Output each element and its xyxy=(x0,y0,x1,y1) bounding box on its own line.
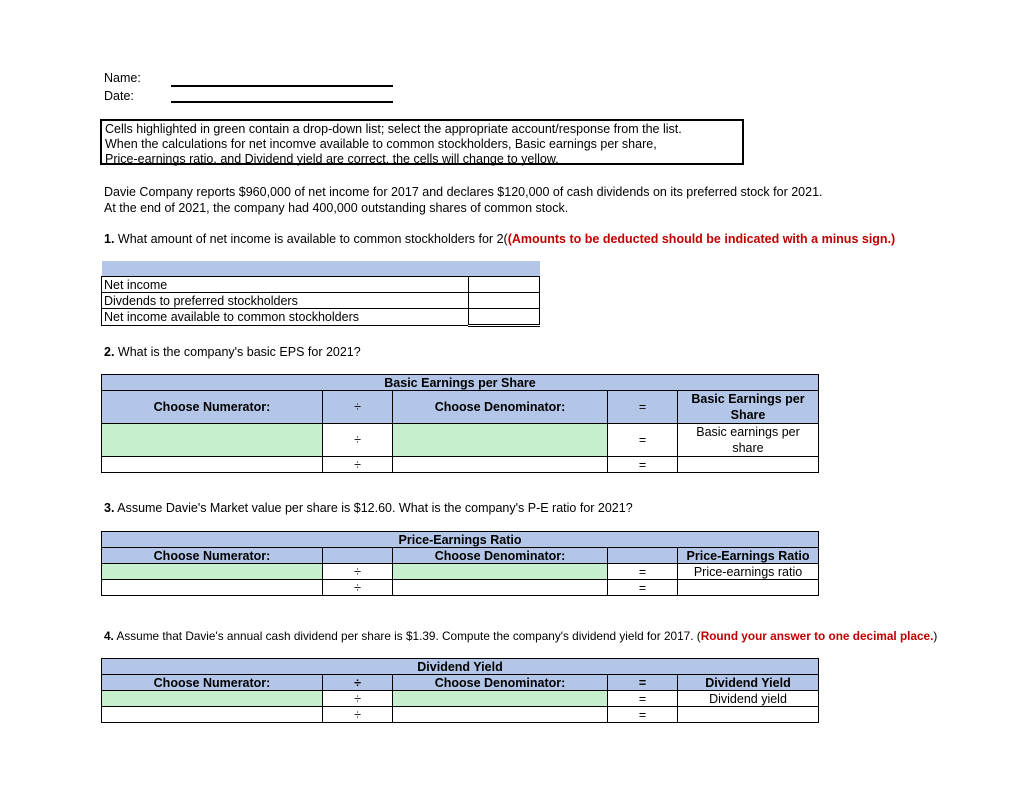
eps-table xyxy=(101,374,819,473)
table-row xyxy=(102,293,540,309)
instructions-box xyxy=(100,119,744,165)
q1-table xyxy=(101,261,540,327)
q1-header-row xyxy=(102,261,540,277)
dy-denominator-input[interactable] xyxy=(393,707,608,723)
divide-icon: ÷ xyxy=(323,391,393,424)
pe-denominator-input[interactable] xyxy=(393,580,608,596)
pe-title: Price-Earnings Ratio xyxy=(102,532,819,548)
equals-icon: = xyxy=(608,564,678,580)
dy-result-input[interactable] xyxy=(678,707,819,723)
q1-row-label: Net income xyxy=(102,277,469,293)
instructions-line-3: Price-earnings ratio, and Dividend yield are correct, the cells will change to yellow. xyxy=(105,152,559,166)
eps-result-input[interactable] xyxy=(678,457,819,473)
dy-numerator-dropdown[interactable] xyxy=(102,691,323,707)
eps-denominator-header: Choose Denominator: xyxy=(393,391,608,424)
dy-denominator-header: Choose Denominator: xyxy=(393,675,608,691)
table-row xyxy=(102,277,540,293)
pe-divide-header xyxy=(323,548,393,564)
dy-table xyxy=(101,658,819,723)
pe-table xyxy=(101,531,819,596)
dy-numerator-input[interactable] xyxy=(102,707,323,723)
instructions-line-1: Cells highlighted in green contain a drop-down list; select the appropriate account/response from the list. xyxy=(105,122,682,136)
q4-note: Round your answer to one decimal place. xyxy=(700,629,934,643)
equals-icon: = xyxy=(608,391,678,424)
q1-row-input[interactable] xyxy=(469,309,540,326)
q2-number: 2. xyxy=(104,345,115,359)
equals-icon: = xyxy=(608,424,678,457)
equals-icon: = xyxy=(608,580,678,596)
dy-numerator-header: Choose Numerator: xyxy=(102,675,323,691)
q1-row-input[interactable] xyxy=(469,277,540,293)
q3-number: 3. xyxy=(104,501,115,515)
pe-equals-header xyxy=(608,548,678,564)
q1-number: 1. xyxy=(104,232,115,246)
q1-header-band xyxy=(102,261,540,277)
pe-numerator-header: Choose Numerator: xyxy=(102,548,323,564)
q1-question xyxy=(104,232,895,246)
pe-numerator-input[interactable] xyxy=(102,580,323,596)
q4-text: Assume that Davie's annual cash dividend per share is $1.39. Compute the company's dividend yield for 2017. ( xyxy=(116,629,701,643)
instructions-line-2: When the calculations for net incomve available to common stockholders, Basic earnings per share, xyxy=(105,137,657,151)
divide-icon: ÷ xyxy=(323,424,393,457)
q1-row-label: Net income available to common stockholders xyxy=(102,309,469,326)
equals-icon: = xyxy=(608,707,678,723)
dy-result-header: Dividend Yield xyxy=(678,675,819,691)
divide-icon: ÷ xyxy=(323,691,393,707)
date-label: Date: xyxy=(104,89,134,103)
eps-numerator-header: Choose Numerator: xyxy=(102,391,323,424)
eps-denominator-dropdown[interactable] xyxy=(393,424,608,457)
pe-result-header: Price-Earnings Ratio xyxy=(678,548,819,564)
eps-title: Basic Earnings per Share xyxy=(102,375,819,391)
problem-line-2: At the end of 2021, the company had 400,000 outstanding shares of common stock. xyxy=(104,201,569,215)
problem-line-1: Davie Company reports $960,000 of net income for 2017 and declares $120,000 of cash dividends on its preferred stock for 2021. xyxy=(104,185,823,199)
q1-row-input[interactable] xyxy=(469,293,540,309)
pe-denominator-header: Choose Denominator: xyxy=(393,548,608,564)
name-input-line[interactable] xyxy=(171,85,393,87)
pe-result-label: Price-earnings ratio xyxy=(678,564,819,580)
date-input-line[interactable] xyxy=(171,101,393,103)
name-label: Name: xyxy=(104,71,141,85)
pe-result-input[interactable] xyxy=(678,580,819,596)
eps-numerator-dropdown[interactable] xyxy=(102,424,323,457)
q4-close: ) xyxy=(933,629,938,643)
q3-question xyxy=(104,501,633,515)
divide-icon: ÷ xyxy=(323,707,393,723)
equals-icon: = xyxy=(608,457,678,473)
divide-icon: ÷ xyxy=(323,675,393,691)
divide-icon: ÷ xyxy=(323,580,393,596)
eps-result-header: Basic Earnings per Share xyxy=(678,391,819,424)
q1-text: What amount of net income is available to common stockholders for 2( xyxy=(117,232,508,246)
pe-numerator-dropdown[interactable] xyxy=(102,564,323,580)
divide-icon: ÷ xyxy=(323,457,393,473)
eps-numerator-input[interactable] xyxy=(102,457,323,473)
dy-result-label: Dividend yield xyxy=(678,691,819,707)
q1-note: (Amounts to be deducted should be indicated with a minus sign.) xyxy=(507,232,896,246)
q2-text: What is the company's basic EPS for 2021? xyxy=(117,345,361,359)
eps-denominator-input[interactable] xyxy=(393,457,608,473)
q1-row-label: Divdends to preferred stockholders xyxy=(102,293,469,309)
dy-denominator-dropdown[interactable] xyxy=(393,691,608,707)
equals-icon: = xyxy=(608,691,678,707)
table-row xyxy=(102,309,540,326)
equals-icon: = xyxy=(608,675,678,691)
divide-icon: ÷ xyxy=(323,564,393,580)
eps-result-label: Basic earnings per share xyxy=(678,424,819,457)
q4-question xyxy=(104,629,937,643)
pe-denominator-dropdown[interactable] xyxy=(393,564,608,580)
dy-title: Dividend Yield xyxy=(102,659,819,675)
q3-text: Assume Davie's Market value per share is $12.60. What is the company's P-E ratio for 2021? xyxy=(117,501,633,515)
q2-question xyxy=(104,345,361,359)
q4-number: 4. xyxy=(104,629,114,643)
